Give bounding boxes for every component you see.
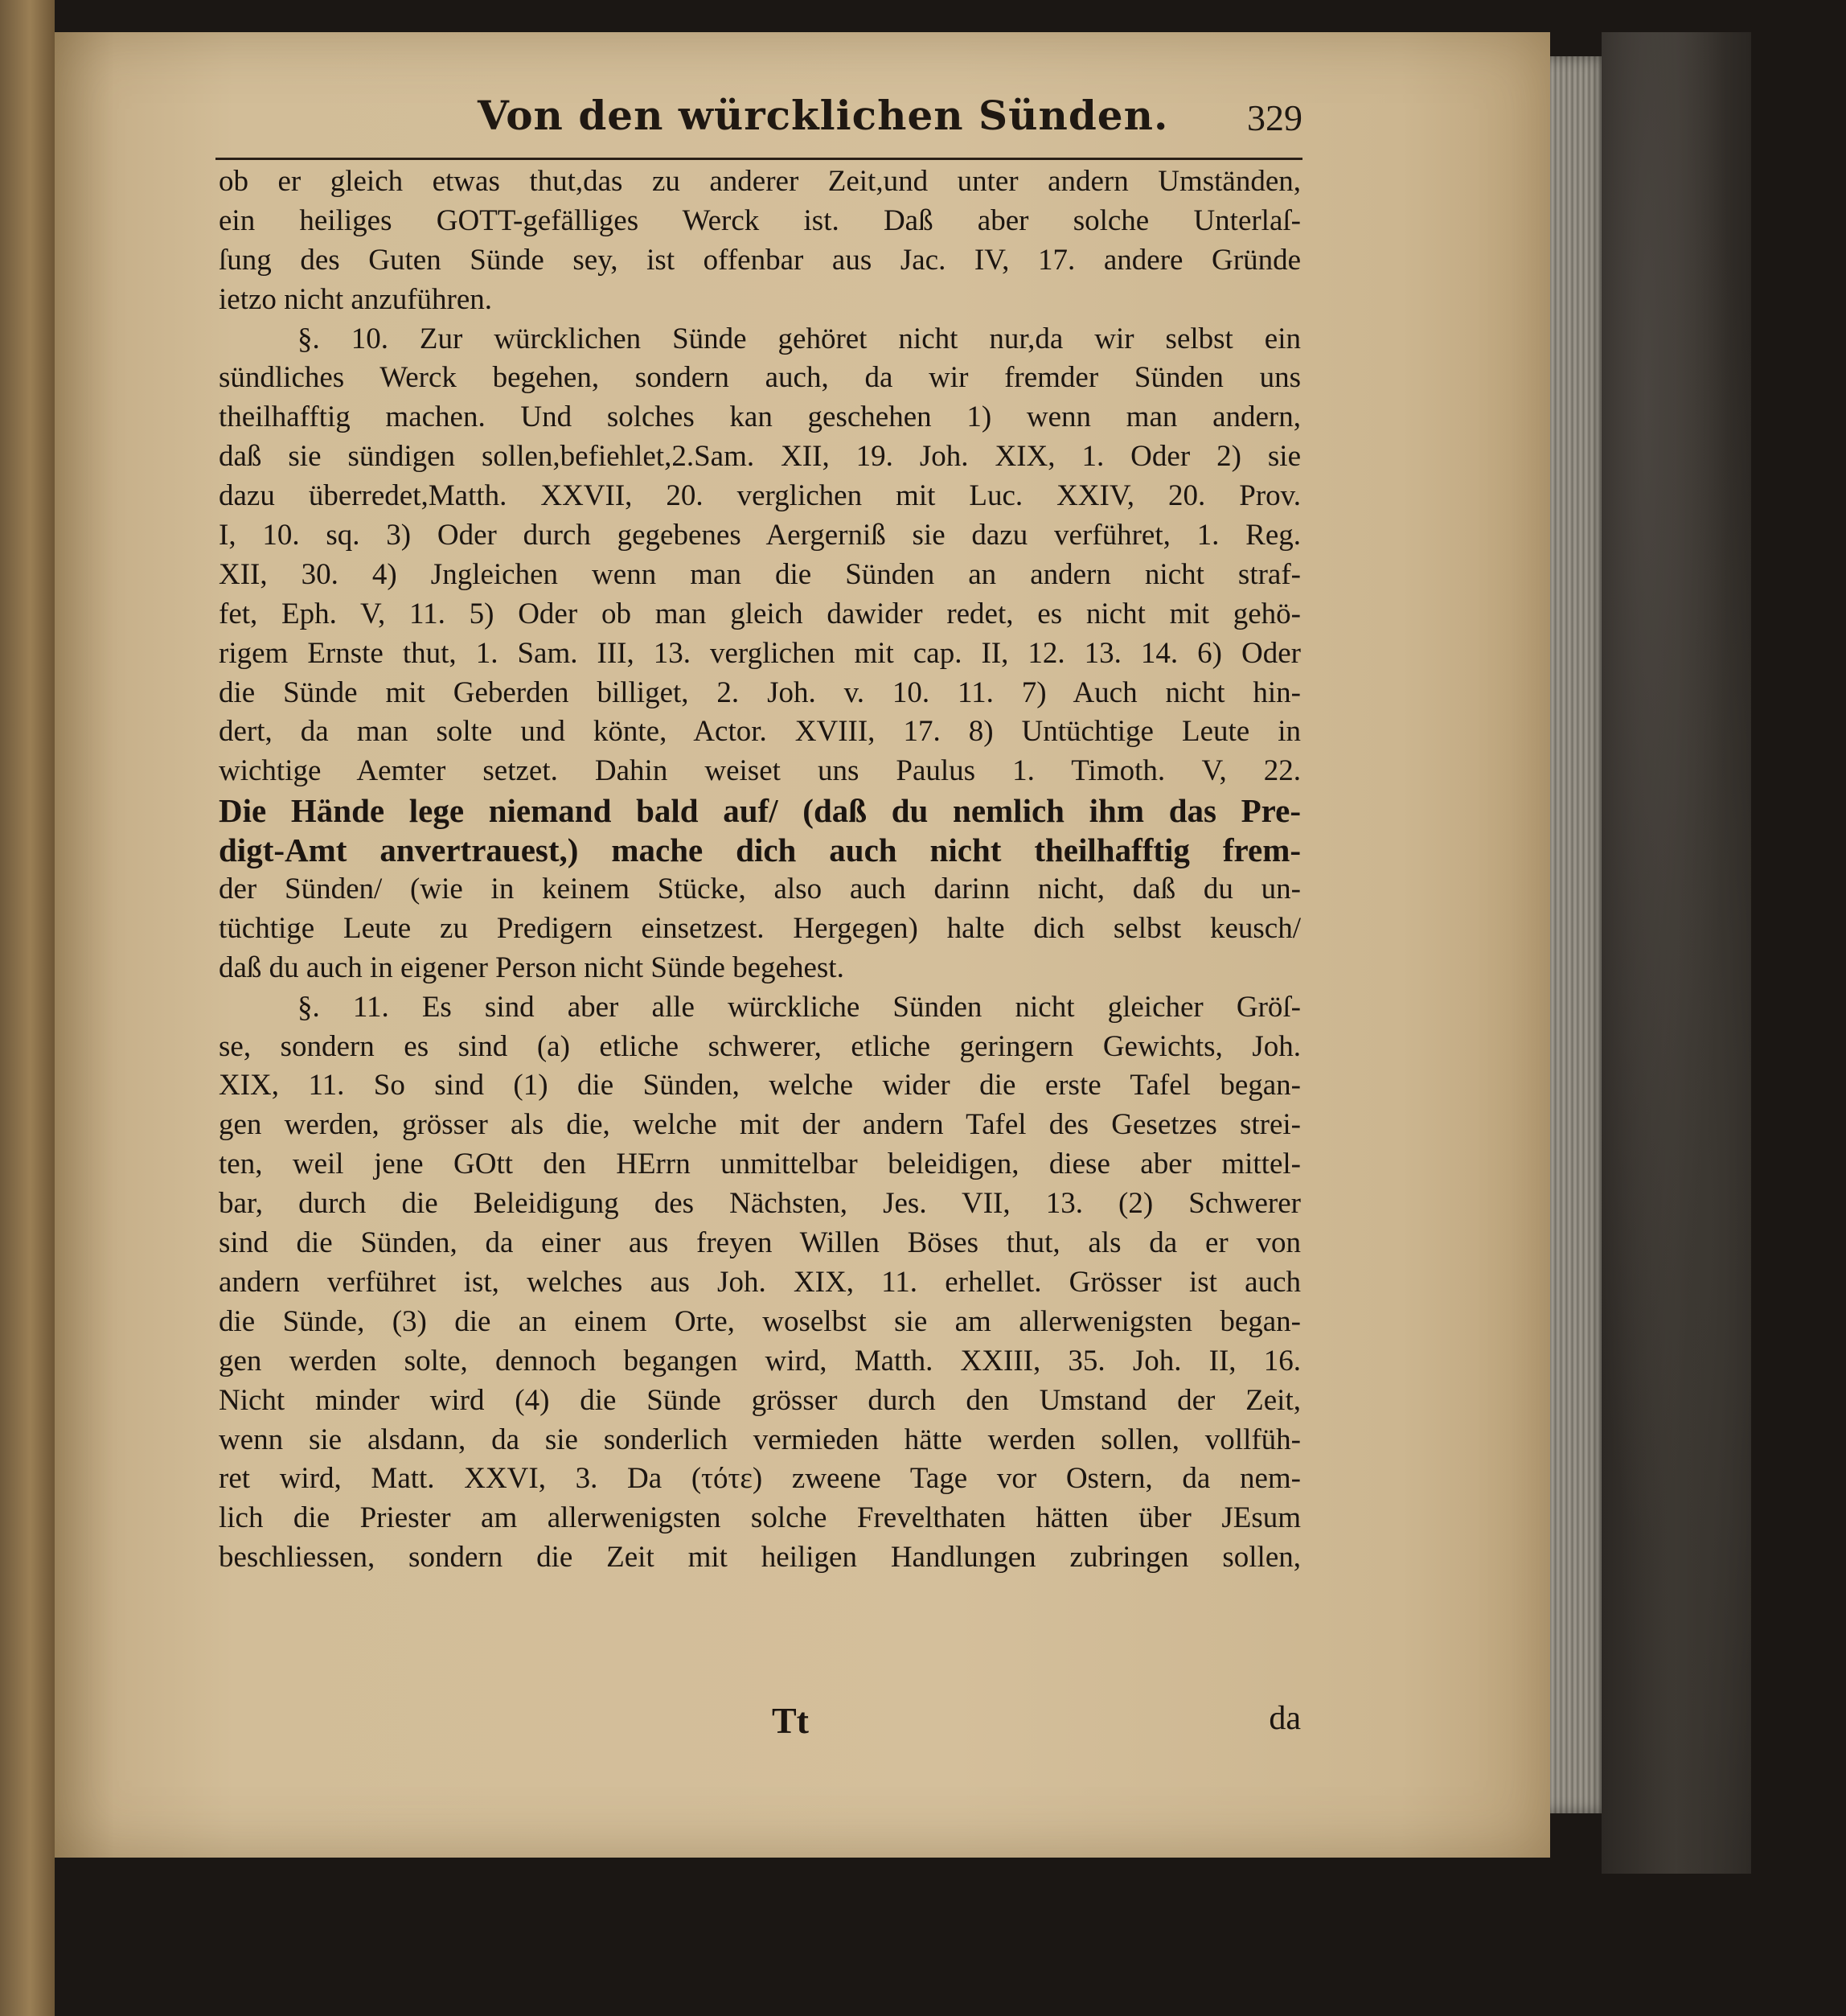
text-line: gen werden solte, dennoch begangen wird, Matth. XXIII, 35. Joh. II, 16. [219,1344,1301,1378]
text-line: I, 10. sq. 3) Oder durch gegebenes Aergerniß sie dazu verführet, 1. Reg. [219,519,1301,552]
text-line: ten, weil jene GOtt den HErrn unmittelbar beleidigen, diese aber mittel- [219,1148,1301,1181]
text-line: andern verführet ist, welches aus Joh. XIX, 11. erhellet. Grösser ist auch [219,1265,1301,1299]
text-line: die Sünde, (3) die an einem Orte, woselbst sie am allerwenigsten began- [219,1304,1301,1338]
paragraph-10-start: §. 10. Zur würcklichen Sünde gehöret nicht nur,da wir selbst ein [297,322,1301,355]
text-line: rigem Ernste thut, 1. Sam. III, 13. verglichen mit cap. II, 12. 13. 14. 6) Oder [219,636,1301,670]
text-line: XIX, 11. So sind (1) die Sünden, welche wider die erste Tafel began- [219,1069,1301,1102]
paragraph-11-start: §. 11. Es sind aber alle würckliche Sünden nicht gleicher Gröſ- [297,990,1301,1024]
page-header [215,84,1302,160]
text-line: se, sondern es sind (a) etliche schwerer, etliche geringern Gewichts, Joh. [219,1029,1301,1063]
text-line: ein heiliges GOTT-gefälliges Werck ist. Daß aber solche Unterlaſ- [219,203,1301,237]
text-line: sündliches Werck begehen, sondern auch, da wir fremder Sünden uns [219,361,1301,395]
emphasized-line: Die Hände lege niemand bald auf/ (daß du nemlich ihm das Pre- [219,792,1301,830]
text-line: daß du auch in eigener Person nicht Sünde begehest. [219,951,844,984]
text-line: ietzo nicht anzuführen. [219,282,493,316]
text-line: dert, da man solte und könte, Actor. XVIII, 17. 8) Untüchtige Leute in [219,715,1301,749]
body-text [219,162,1301,1578]
text-line: bar, durch die Beleidigung des Nächsten, Jes. VII, 13. (2) Schwerer [219,1187,1301,1221]
text-line: sind die Sünden, da einer aus freyen Willen Böses thut, als da er von [219,1226,1301,1260]
text-line: lich die Priester am allerwenigsten solche Frevelthaten hätten über JEsum [219,1501,1301,1535]
page-number: 329 [1247,97,1302,138]
text-line: ret wird, Matt. XXVI, 3. Da (τότε) zweene Tage vor Ostern, da nem- [219,1462,1301,1496]
left-page-edge [0,0,55,2016]
book-cover-board [1602,32,1751,1874]
text-line: Nicht minder wird (4) die Sünde grösser durch den Umstand der Zeit, [219,1383,1301,1417]
text-line: ſung des Guten Sünde sey, ist offenbar aus Jac. IV, 17. andere Gründe [219,243,1301,277]
running-title: Von den würcklichen Sünden. [478,92,1169,139]
text-line: dazu überredet,Matth. XXVII, 20. verglichen mit Luc. XXIV, 20. Prov. [219,479,1301,513]
text-line: wenn sie alsdann, da sie sonderlich vermieden hätte werden sollen, vollfüh- [219,1423,1301,1456]
text-line: wichtige Aemter setzet. Dahin weiset uns Paulus 1. Timoth. V, 22. [219,754,1301,788]
signature-mark: Tt [772,1700,809,1741]
text-line: ob er gleich etwas thut,das zu anderer Zeit,und unter andern Umständen, [219,165,1301,198]
text-line: gen werden, grösser als die, welche mit der andern Tafel des Gesetzes strei- [219,1108,1301,1142]
text-line: fet, Eph. V, 11. 5) Oder ob man gleich dawider redet, es nicht mit gehö- [219,597,1301,630]
catchword: da [1269,1700,1301,1737]
text-line: XII, 30. 4) Jngleichen wenn man die Sünden an andern nicht straf- [219,557,1301,591]
text-line: daß sie sündigen sollen,befiehlet,2.Sam. XII, 19. Joh. XIX, 1. Oder 2) sie [219,440,1301,474]
text-line: der Sünden/ (wie in keinem Stücke, also auch darinn nicht, daß du un- [219,873,1301,906]
text-line: theilhafftig machen. Und solches kan geschehen 1) wenn man andern, [219,400,1301,434]
text-line: tüchtige Leute zu Predigern einsetzest. Hergegen) halte dich selbst keusch/ [219,911,1301,945]
text-line: beschliessen, sondern die Zeit mit heiligen Handlungen zubringen sollen, [219,1541,1301,1575]
page-footer [219,1699,1301,1744]
text-line: die Sünde mit Geberden billiget, 2. Joh. v. 10. 11. 7) Auch nicht hin- [219,675,1301,709]
emphasized-line: digt-Amt anvertrauest,) mache dich auch nicht theilhafftig frem- [219,831,1301,869]
